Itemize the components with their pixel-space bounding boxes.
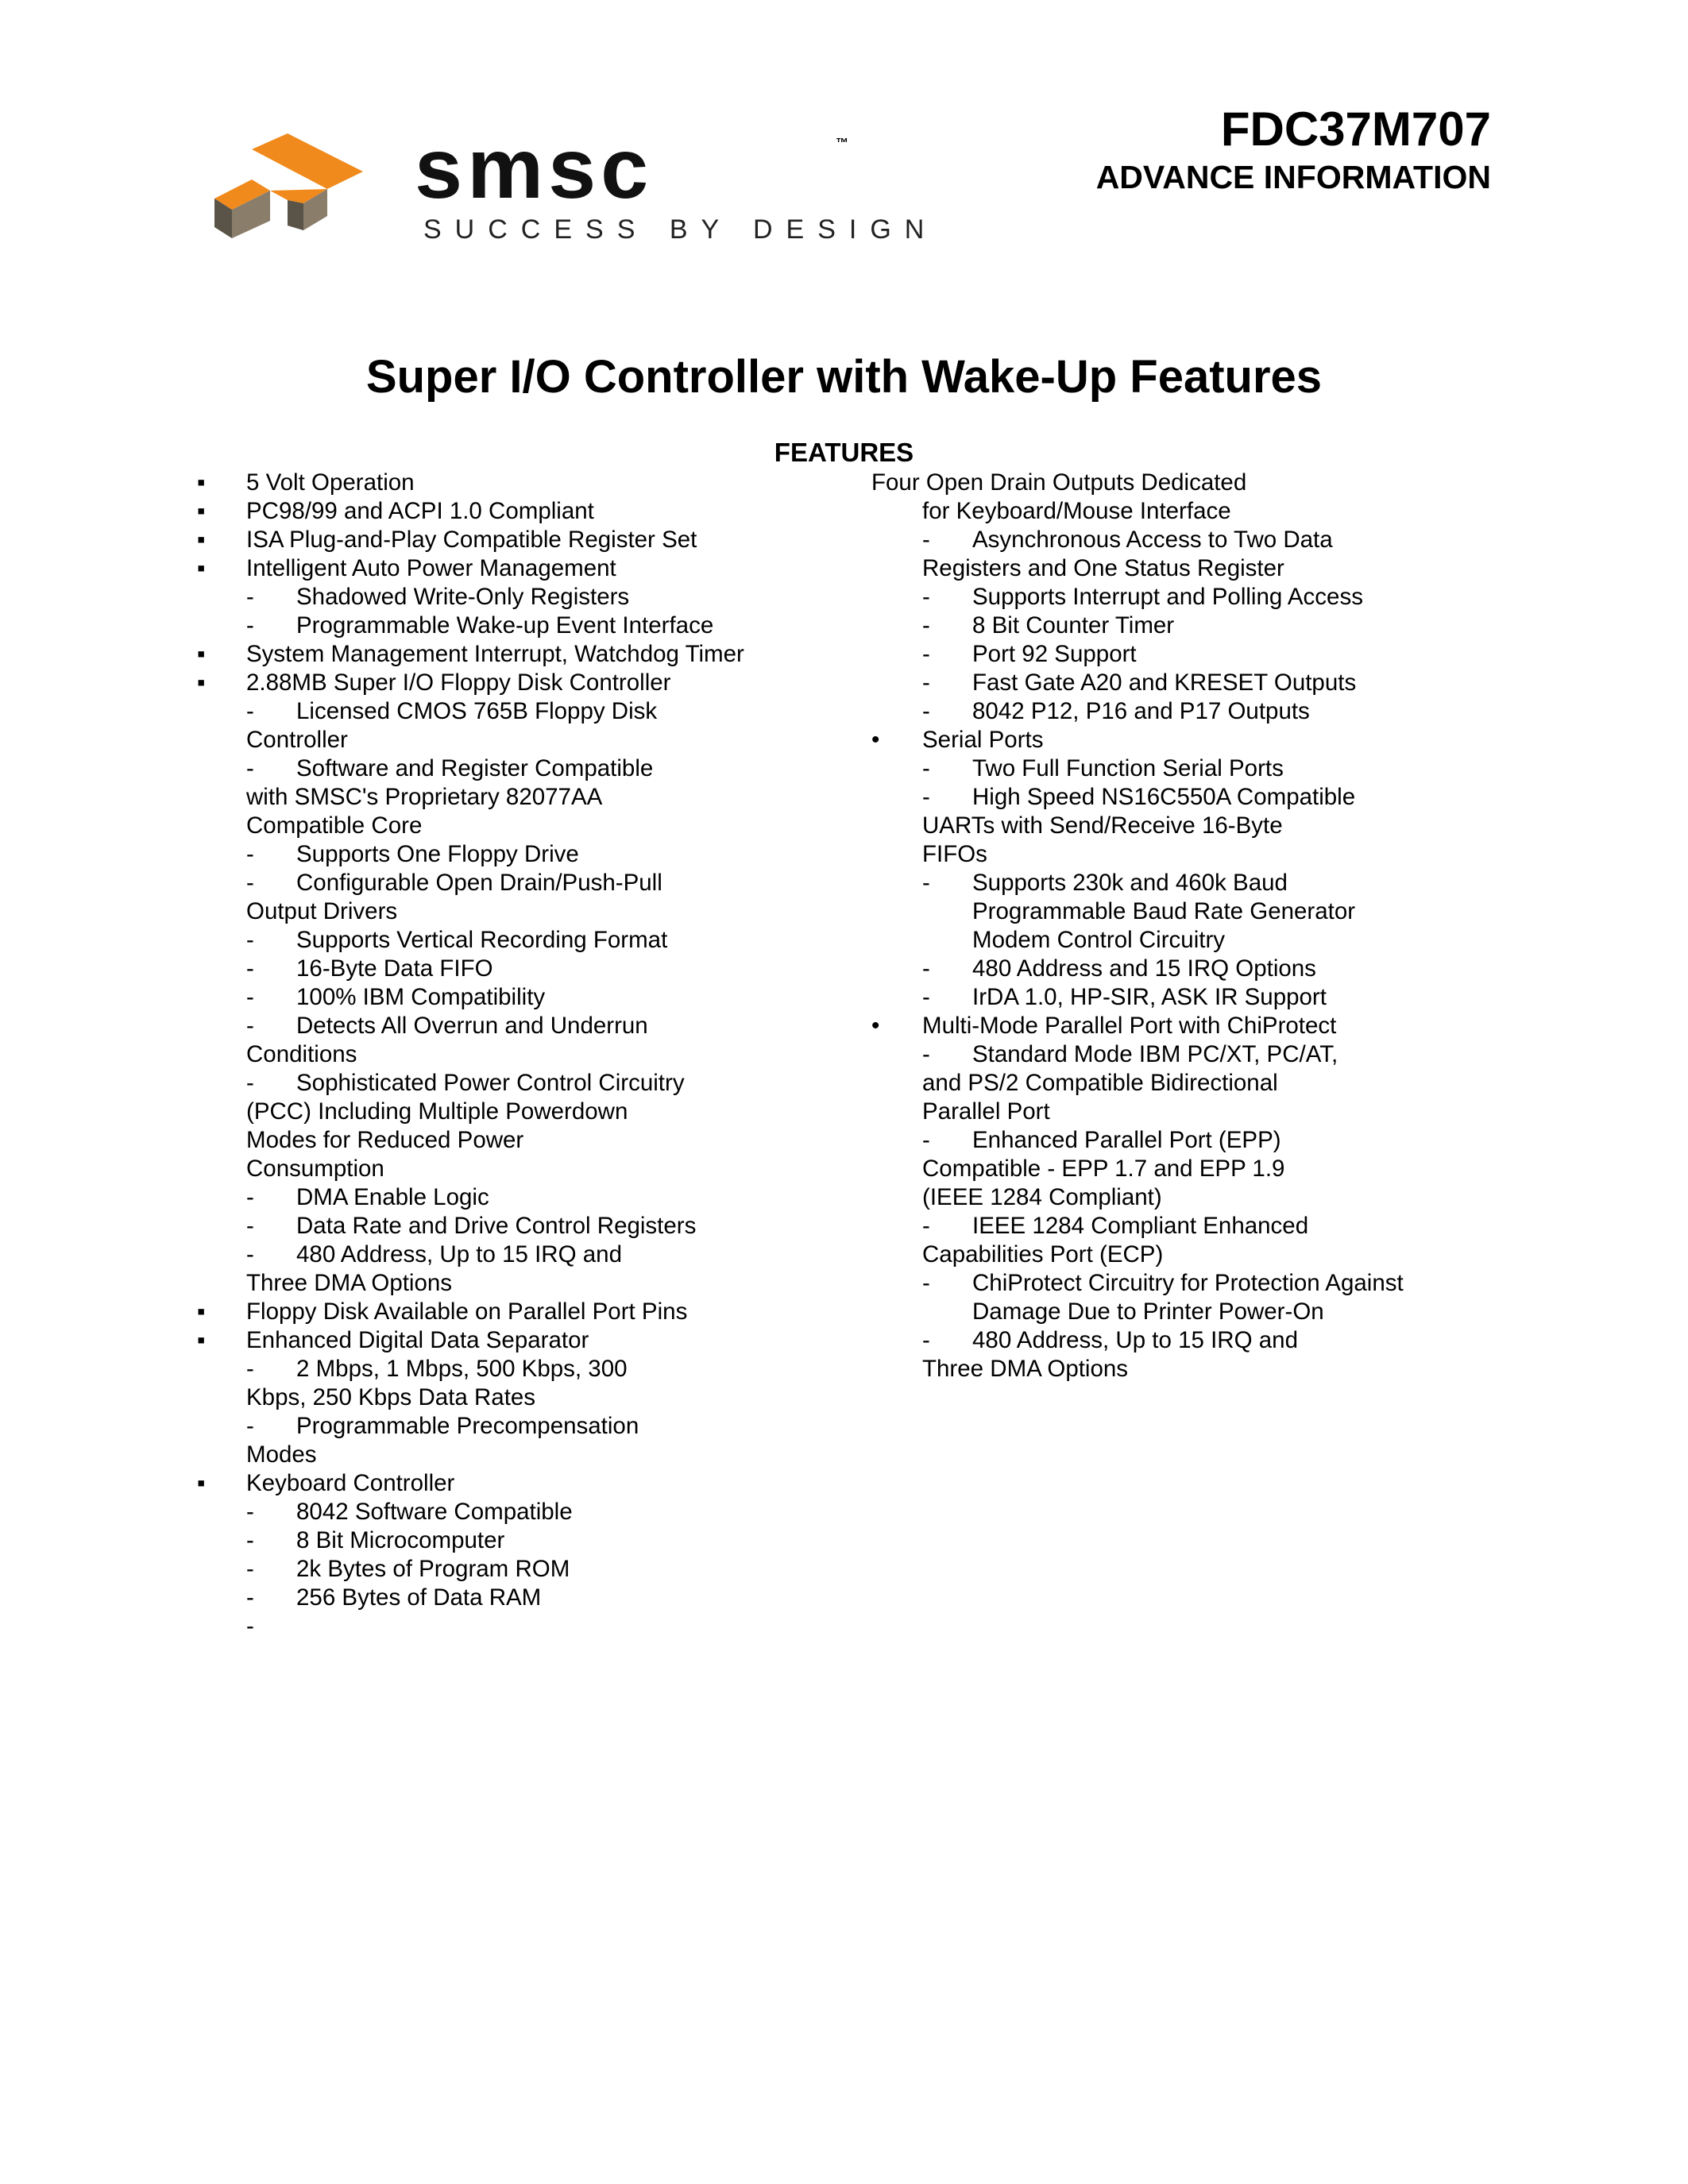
feature-line [197, 1241, 817, 1269]
feature-line [871, 697, 1507, 726]
feature-line [197, 1326, 817, 1355]
bullet-marker: • [871, 727, 880, 753]
feature-line [871, 1241, 1507, 1269]
feature-text: Serial Ports [922, 727, 1044, 753]
dash-marker: - [246, 755, 254, 781]
feature-text: PC98/99 and ACPI 1.0 Compliant [246, 498, 594, 524]
feature-text: Kbps, 250 Kbps Data Rates [246, 1384, 536, 1410]
feature-line [871, 554, 1507, 583]
dash-marker: - [246, 1499, 254, 1525]
dash-marker: - [246, 1184, 254, 1210]
bullet-marker: ▪ [197, 1327, 206, 1353]
document-number: FDC37M707 [1220, 102, 1491, 156]
feature-text: Enhanced Digital Data Separator [246, 1327, 589, 1353]
feature-line [197, 754, 817, 783]
feature-line [197, 1040, 817, 1069]
dash-marker: - [246, 870, 254, 896]
feature-line [871, 812, 1507, 840]
dash-marker: - [246, 584, 254, 610]
dash-marker: - [246, 698, 254, 724]
feature-line [871, 1212, 1507, 1241]
feature-text: Controller [246, 727, 348, 753]
dash-marker: - [246, 927, 254, 953]
dash-marker: - [922, 584, 930, 610]
dash-marker: - [246, 1413, 254, 1439]
bullet-marker: ▪ [197, 1470, 206, 1496]
dash-marker: - [246, 1556, 254, 1582]
dash-marker: - [246, 841, 254, 867]
feature-line [871, 583, 1507, 612]
bullet-marker: • [871, 1013, 880, 1039]
smsc-wordmark: smsc [415, 120, 654, 216]
feature-line [197, 897, 817, 926]
feature-text: Fast Gate A20 and KRESET Outputs [972, 669, 1357, 696]
feature-text: Compatible Core [246, 812, 423, 839]
dash-marker: - [246, 1527, 254, 1553]
feature-text: 256 Bytes of Data RAM [296, 1584, 542, 1611]
feature-line [871, 640, 1507, 669]
dash-marker: - [922, 641, 930, 667]
dash-marker: - [922, 870, 930, 896]
bullet-marker: ▪ [197, 641, 206, 667]
feature-line [197, 697, 817, 726]
feature-text: Supports 230k and 460k Baud [972, 870, 1288, 896]
feature-line [871, 955, 1507, 983]
dash-marker: - [922, 1041, 930, 1067]
feature-line [871, 1355, 1507, 1383]
feature-text: Conditions [246, 1041, 357, 1067]
dash-marker: - [922, 784, 930, 810]
feature-text: 100% IBM Compatibility [296, 984, 546, 1010]
feature-line [197, 726, 817, 754]
feature-text: Intelligent Auto Power Management [246, 555, 616, 581]
feature-line [197, 1441, 817, 1469]
feature-line [197, 926, 817, 955]
feature-text: IEEE 1284 Compliant Enhanced [972, 1213, 1309, 1239]
document-status: ADVANCE INFORMATION [1095, 159, 1491, 195]
feature-text: 2k Bytes of Program ROM [296, 1556, 570, 1582]
dash-marker: - [922, 1327, 930, 1353]
feature-line [871, 754, 1507, 783]
feature-line [871, 669, 1507, 697]
feature-text: Supports Vertical Recording Format [296, 927, 668, 953]
dash-marker: - [246, 984, 254, 1010]
feature-line [871, 1326, 1507, 1355]
feature-line [871, 840, 1507, 869]
dash-marker: - [246, 1613, 254, 1639]
smsc-logo-mark-icon [208, 127, 399, 246]
feature-text: Standard Mode IBM PC/XT, PC/AT, [972, 1041, 1338, 1067]
feature-line [871, 1183, 1507, 1212]
feature-line [197, 783, 817, 812]
feature-text: Multi-Mode Parallel Port with ChiProtect [922, 1013, 1337, 1039]
feature-line [197, 1584, 817, 1612]
trademark-symbol: ™ [836, 137, 848, 150]
features-heading: FEATURES [774, 438, 914, 467]
feature-line [197, 1412, 817, 1441]
feature-line [197, 526, 817, 554]
feature-line [197, 1526, 817, 1555]
feature-line [871, 1040, 1507, 1069]
feature-text: Consumption [246, 1156, 384, 1182]
feature-text: Data Rate and Drive Control Registers [296, 1213, 697, 1239]
feature-line [197, 469, 817, 497]
page-title: Super I/O Controller with Wake-Up Features [365, 351, 1323, 403]
bullet-marker: ▪ [197, 527, 206, 553]
feature-line [197, 612, 817, 640]
dash-marker: - [246, 1070, 254, 1096]
feature-line [197, 1183, 817, 1212]
feature-text: Output Drivers [246, 898, 398, 924]
feature-text: Keyboard Controller [246, 1470, 455, 1496]
feature-text: Compatible - EPP 1.7 and EPP 1.9 [922, 1156, 1285, 1182]
feature-text: Port 92 Support [972, 641, 1137, 667]
feature-text: Modem Control Circuitry [972, 927, 1226, 953]
feature-line [197, 1155, 817, 1183]
feature-text: Programmable Wake-up Event Interface [296, 612, 714, 639]
feature-line [197, 1126, 817, 1155]
feature-line [871, 897, 1507, 926]
feature-text: 2 Mbps, 1 Mbps, 500 Kbps, 300 [296, 1356, 628, 1382]
feature-line [197, 955, 817, 983]
dash-marker: - [922, 755, 930, 781]
dash-marker: - [922, 984, 930, 1010]
feature-text: Software and Register Compatible [296, 755, 654, 781]
feature-text: 480 Address, Up to 15 IRQ and [972, 1327, 1298, 1353]
dash-marker: - [922, 669, 930, 696]
feature-text: Detects All Overrun and Underrun [296, 1013, 648, 1039]
feature-line [871, 1269, 1507, 1298]
feature-line [871, 926, 1507, 955]
feature-line [871, 726, 1507, 754]
feature-text: Four Open Drain Outputs Dedicated [871, 469, 1247, 496]
feature-line [871, 1069, 1507, 1098]
feature-text: with SMSC's Proprietary 82077AA [246, 784, 603, 810]
feature-line [197, 812, 817, 840]
feature-line [871, 469, 1507, 497]
bullet-marker: ▪ [197, 1298, 206, 1325]
feature-line [197, 1269, 817, 1298]
feature-text: Three DMA Options [922, 1356, 1129, 1382]
bullet-marker: ▪ [197, 555, 206, 581]
feature-text: Programmable Baud Rate Generator [972, 898, 1356, 924]
feature-line [197, 1555, 817, 1584]
feature-text: Supports Interrupt and Polling Access [972, 584, 1363, 610]
feature-line [871, 497, 1507, 526]
feature-text: Licensed CMOS 765B Floppy Disk [296, 698, 658, 724]
feature-text: Registers and One Status Register [922, 555, 1284, 581]
feature-text: System Management Interrupt, Watchdog Timer [246, 641, 744, 667]
feature-text: Shadowed Write-Only Registers [296, 584, 630, 610]
feature-line [197, 1212, 817, 1241]
bullet-marker: ▪ [197, 669, 206, 696]
dash-marker: - [246, 1213, 254, 1239]
feature-text: ISA Plug-and-Play Compatible Register Set [246, 527, 697, 553]
feature-text: 480 Address, Up to 15 IRQ and [296, 1241, 622, 1268]
feature-text: 8042 Software Compatible [296, 1499, 573, 1525]
feature-text: Programmable Precompensation [296, 1413, 639, 1439]
feature-line [197, 497, 817, 526]
feature-line [871, 1298, 1507, 1326]
feature-text: 8 Bit Microcomputer [296, 1527, 505, 1553]
feature-line [871, 869, 1507, 897]
dash-marker: - [922, 698, 930, 724]
feature-line [197, 669, 817, 697]
features-left-column [197, 469, 817, 1641]
feature-line [197, 869, 817, 897]
feature-line [871, 612, 1507, 640]
feature-text: Damage Due to Printer Power-On [972, 1298, 1324, 1325]
feature-text: High Speed NS16C550A Compatible [972, 784, 1356, 810]
feature-text: (PCC) Including Multiple Powerdown [246, 1098, 628, 1125]
feature-text: 5 Volt Operation [246, 469, 415, 496]
feature-line [197, 554, 817, 583]
dash-marker: - [246, 955, 254, 982]
feature-line [197, 1383, 817, 1412]
feature-text: 2.88MB Super I/O Floppy Disk Controller [246, 669, 671, 696]
feature-line [197, 1069, 817, 1098]
dash-marker: - [246, 612, 254, 639]
feature-text: DMA Enable Logic [296, 1184, 489, 1210]
feature-text: Sophisticated Power Control Circuitry [296, 1070, 685, 1096]
feature-text: Modes [246, 1441, 317, 1468]
feature-text: (IEEE 1284 Compliant) [922, 1184, 1162, 1210]
feature-line [871, 983, 1507, 1012]
feature-line [197, 1298, 817, 1326]
bullet-marker: ▪ [197, 469, 206, 496]
dash-marker: - [922, 612, 930, 639]
feature-text: FIFOs [922, 841, 987, 867]
feature-text: 8 Bit Counter Timer [972, 612, 1175, 639]
feature-line [197, 840, 817, 869]
feature-text: Floppy Disk Available on Parallel Port Pins [246, 1298, 688, 1325]
feature-line [197, 1012, 817, 1040]
feature-text: and PS/2 Compatible Bidirectional [922, 1070, 1278, 1096]
feature-text: Two Full Function Serial Ports [972, 755, 1284, 781]
dash-marker: - [246, 1241, 254, 1268]
feature-text: Capabilities Port (ECP) [922, 1241, 1164, 1268]
feature-text: ChiProtect Circuitry for Protection Against [972, 1270, 1404, 1296]
feature-text: Three DMA Options [246, 1270, 453, 1296]
feature-line [197, 1355, 817, 1383]
dash-marker: - [922, 1270, 930, 1296]
feature-line [871, 783, 1507, 812]
feature-text: 16-Byte Data FIFO [296, 955, 493, 982]
feature-text: 8042 P12, P16 and P17 Outputs [972, 698, 1310, 724]
dash-marker: - [922, 1213, 930, 1239]
features-right-column [871, 469, 1507, 1383]
dash-marker: - [922, 1127, 930, 1153]
dash-marker: - [922, 955, 930, 982]
feature-line [197, 640, 817, 669]
feature-line [871, 1012, 1507, 1040]
dash-marker: - [246, 1584, 254, 1611]
dash-marker: - [246, 1013, 254, 1039]
feature-text: Modes for Reduced Power [246, 1127, 524, 1153]
bullet-marker: ▪ [197, 498, 206, 524]
feature-text: for Keyboard/Mouse Interface [922, 498, 1231, 524]
feature-text: Configurable Open Drain/Push-Pull [296, 870, 662, 896]
dash-marker: - [922, 527, 930, 553]
feature-text: Supports One Floppy Drive [296, 841, 579, 867]
feature-line [197, 1469, 817, 1498]
logo-tagline: SUCCESS BY DESIGN [423, 214, 938, 245]
feature-line [197, 583, 817, 612]
feature-text: 480 Address and 15 IRQ Options [972, 955, 1316, 982]
feature-line [197, 1612, 817, 1641]
feature-text: IrDA 1.0, HP-SIR, ASK IR Support [972, 984, 1327, 1010]
feature-text: UARTs with Send/Receive 16-Byte [922, 812, 1283, 839]
feature-text: Parallel Port [922, 1098, 1050, 1125]
feature-line [197, 983, 817, 1012]
feature-line [871, 1126, 1507, 1155]
feature-line [871, 526, 1507, 554]
feature-line [871, 1098, 1507, 1126]
feature-text: Asynchronous Access to Two Data [972, 527, 1333, 553]
feature-line [197, 1098, 817, 1126]
feature-line [197, 1498, 817, 1526]
feature-text: Enhanced Parallel Port (EPP) [972, 1127, 1281, 1153]
dash-marker: - [246, 1356, 254, 1382]
feature-line [871, 1155, 1507, 1183]
